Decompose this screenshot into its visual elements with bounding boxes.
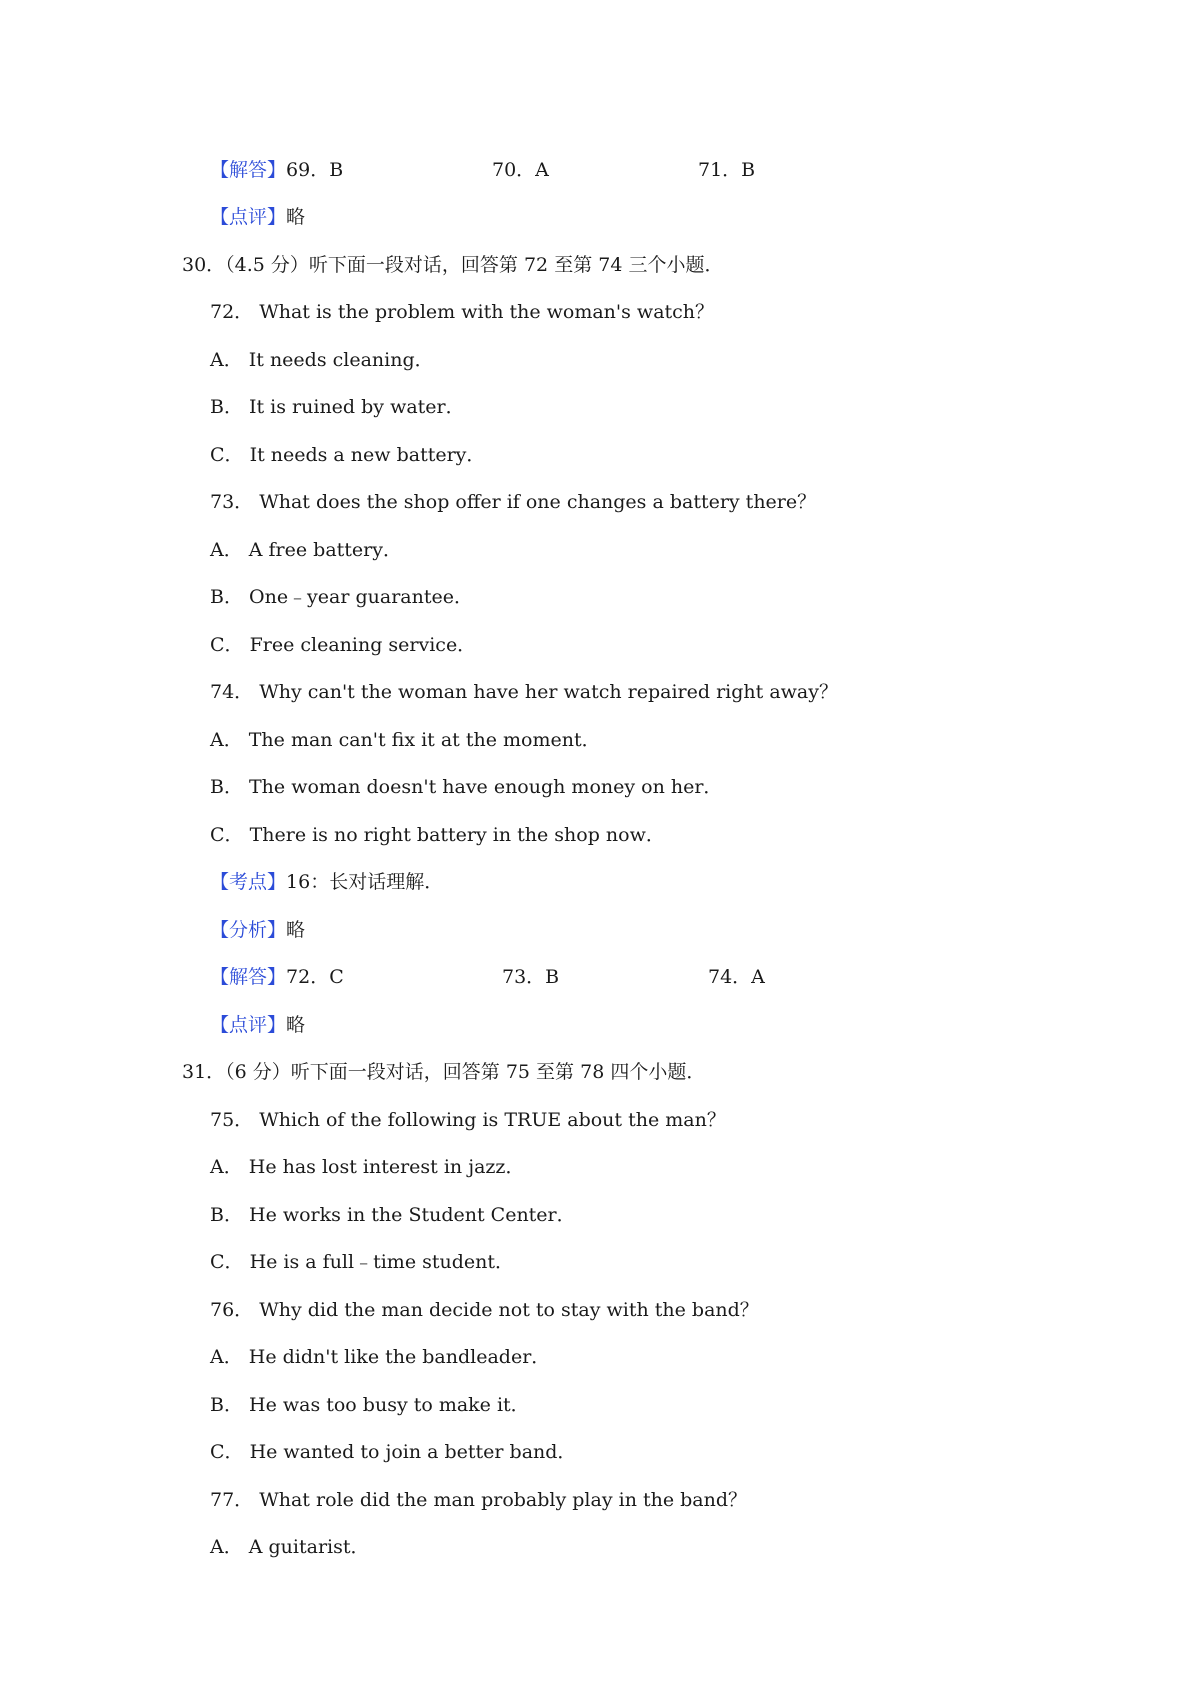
question-73: 73． What does the shop offer if one changes a battery there？ xyxy=(210,491,817,513)
topic-text: 16：长对话理解． xyxy=(286,871,444,893)
answer-tag: 【解答】 xyxy=(210,159,287,181)
option-76-b: B． He was too busy to make it． xyxy=(210,1394,530,1416)
option-73-c: C． Free cleaning service． xyxy=(210,634,477,656)
analysis-row xyxy=(210,915,305,945)
option-72-c: C． It needs a new battery． xyxy=(210,444,486,466)
option-76-c: C． He wanted to join a better band． xyxy=(210,1441,577,1463)
answer-71: 71．B xyxy=(698,159,756,181)
answer-74: 74．A xyxy=(708,966,765,988)
question-76: 76． Why did the man decide not to stay with the band？ xyxy=(210,1299,759,1321)
option-75-b: B． He works in the Student Center． xyxy=(210,1204,576,1226)
comment-text: 略 xyxy=(286,1014,306,1036)
option-73-a: A． A free battery． xyxy=(210,539,402,561)
option-75-c: C． He is a full﹣time student． xyxy=(210,1251,515,1273)
question-75: 75． Which of the following is TRUE about the man？ xyxy=(210,1109,726,1131)
answer-row-72-74 xyxy=(210,962,765,992)
answer-69: 69．B xyxy=(286,159,344,181)
option-73-b: B． One﹣year guarantee． xyxy=(210,586,473,608)
option-74-c: C． There is no right battery in the shop now． xyxy=(210,824,665,846)
comment-text: 略 xyxy=(286,206,306,228)
comment-tag: 【点评】 xyxy=(210,1014,287,1036)
analysis-tag: 【分析】 xyxy=(210,919,287,941)
answer-row-69-71 xyxy=(210,155,756,185)
option-72-a: A． It needs cleaning． xyxy=(210,349,434,371)
option-75-a: A． He has lost interest in jazz． xyxy=(210,1156,525,1178)
comment-row xyxy=(210,202,305,232)
comment-tag: 【点评】 xyxy=(210,206,287,228)
answer-73: 73．B xyxy=(502,966,560,988)
option-77-a: A． A guitarist． xyxy=(210,1536,370,1558)
answer-tag: 【解答】 xyxy=(210,966,287,988)
question-72: 72． What is the problem with the woman's watch？ xyxy=(210,301,715,323)
answer-70: 70．A xyxy=(492,159,549,181)
answer-72: 72．C xyxy=(286,966,344,988)
question-77: 77． What role did the man probably play in the band？ xyxy=(210,1489,748,1511)
topic-tag: 【考点】 xyxy=(210,871,287,893)
analysis-text: 略 xyxy=(286,919,306,941)
question-30-heading: 30．（4.5 分）听下面一段对话，回答第 72 至第 74 三个小题． xyxy=(182,254,724,276)
question-74: 74． Why can't the woman have her watch repaired right away？ xyxy=(210,681,838,703)
topic-row xyxy=(210,867,443,897)
option-74-a: A． The man can't fix it at the moment． xyxy=(210,729,601,751)
option-72-b: B． It is ruined by water． xyxy=(210,396,465,418)
option-74-b: B． The woman doesn't have enough money on her． xyxy=(210,776,723,798)
question-31-heading: 31．（6 分）听下面一段对话，回答第 75 至第 78 四个小题． xyxy=(182,1061,706,1083)
option-76-a: A． He didn't like the bandleader． xyxy=(210,1346,551,1368)
comment-row xyxy=(210,1010,305,1040)
